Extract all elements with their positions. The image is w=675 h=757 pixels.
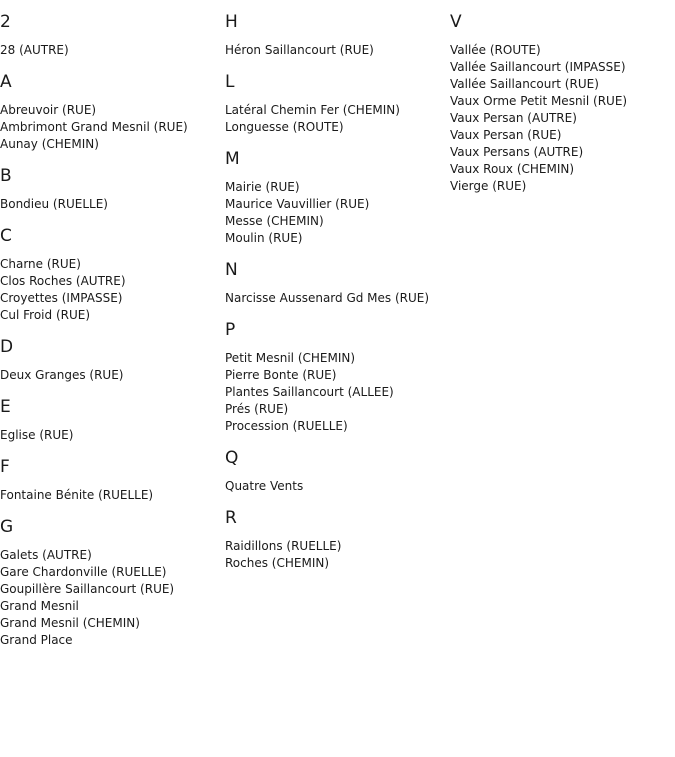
letter-group: [0, 457, 225, 504]
letter-heading: V: [450, 12, 462, 32]
street-link[interactable]: Narcisse Aussenard Gd Mes (RUE): [225, 291, 430, 305]
street-list-item: [225, 179, 450, 196]
street-list-item: [225, 42, 450, 59]
letter-group: [0, 72, 225, 153]
street-list-item: [225, 213, 450, 230]
street-link[interactable]: Clos Roches (AUTRE): [0, 274, 126, 288]
street-link[interactable]: Messe (CHEMIN): [225, 214, 324, 228]
street-link[interactable]: Fontaine Bénite (RUELLE): [0, 488, 154, 502]
letter-group: [225, 260, 450, 307]
letter-group: [225, 12, 450, 59]
street-link[interactable]: Croyettes (IMPASSE): [0, 291, 123, 305]
street-list: [0, 256, 225, 324]
street-list-item: [0, 427, 225, 444]
street-list-item: [225, 196, 450, 213]
street-link[interactable]: Grand Mesnil: [0, 599, 79, 613]
letter-group: [0, 517, 225, 649]
street-list-item: [450, 59, 675, 76]
street-link[interactable]: Maurice Vauvillier (RUE): [225, 197, 370, 211]
street-list-item: [0, 119, 225, 136]
letter-heading: H: [225, 12, 238, 32]
street-list-item: [225, 478, 450, 495]
street-link[interactable]: Moulin (RUE): [225, 231, 303, 245]
street-link[interactable]: Vierge (RUE): [450, 179, 527, 193]
letter-heading: 2: [0, 12, 11, 32]
street-list: [0, 102, 225, 153]
street-link[interactable]: Bondieu (RUELLE): [0, 197, 108, 211]
street-link[interactable]: Vaux Persan (AUTRE): [450, 111, 577, 125]
street-link[interactable]: Abreuvoir (RUE): [0, 103, 97, 117]
street-link[interactable]: Plantes Saillancourt (ALLEE): [225, 385, 394, 399]
street-list-item: [225, 555, 450, 572]
street-list-item: [450, 76, 675, 93]
street-list-item: [450, 42, 675, 59]
street-link[interactable]: Cul Froid (RUE): [0, 308, 91, 322]
letter-heading: D: [0, 337, 14, 357]
street-list-item: [450, 144, 675, 161]
street-link[interactable]: Latéral Chemin Fer (CHEMIN): [225, 103, 400, 117]
index-column: [0, 12, 225, 662]
street-link[interactable]: Prés (RUE): [225, 402, 289, 416]
street-list-item: [0, 564, 225, 581]
street-list-item: [225, 418, 450, 435]
street-link[interactable]: Roches (CHEMIN): [225, 556, 330, 570]
letter-heading: E: [0, 397, 11, 417]
index-column: [450, 12, 675, 208]
letter-group: [0, 12, 225, 59]
street-list-item: [0, 581, 225, 598]
letter-heading: R: [225, 508, 237, 528]
street-list: [225, 102, 450, 136]
street-link[interactable]: Galets (AUTRE): [0, 548, 92, 562]
street-list-item: [0, 136, 225, 153]
letter-heading: Q: [225, 448, 239, 468]
letter-group: [225, 508, 450, 572]
street-link[interactable]: Mairie (RUE): [225, 180, 300, 194]
street-list-item: [450, 127, 675, 144]
street-list-item: [0, 367, 225, 384]
letter-heading: B: [0, 166, 12, 186]
street-link[interactable]: Grand Mesnil (CHEMIN): [0, 616, 140, 630]
street-list-item: [450, 110, 675, 127]
street-link[interactable]: Charne (RUE): [0, 257, 81, 271]
street-list-item: [225, 538, 450, 555]
street-link[interactable]: Raidillons (RUELLE): [225, 539, 342, 553]
street-list-item: [0, 598, 225, 615]
street-list-item: [450, 178, 675, 195]
street-list-item: [0, 487, 225, 504]
street-list: [225, 290, 450, 307]
letter-heading: M: [225, 149, 240, 169]
street-link[interactable]: Procession (RUELLE): [225, 419, 348, 433]
street-link[interactable]: Vaux Persans (AUTRE): [450, 145, 584, 159]
street-list-item: [0, 632, 225, 649]
street-list-item: [0, 307, 225, 324]
street-list-item: [0, 615, 225, 632]
street-list: [225, 42, 450, 59]
letter-heading: P: [225, 320, 236, 340]
street-list-item: [225, 290, 450, 307]
street-list-item: [225, 367, 450, 384]
street-list-item: [0, 273, 225, 290]
street-link[interactable]: Vallée Saillancourt (RUE): [450, 77, 599, 91]
street-link[interactable]: Longuesse (ROUTE): [225, 120, 344, 134]
street-list-item: [225, 384, 450, 401]
street-list: [0, 427, 225, 444]
street-list: [0, 547, 225, 649]
street-link[interactable]: Vaux Orme Petit Mesnil (RUE): [450, 94, 628, 108]
letter-group: [225, 448, 450, 495]
street-list: [225, 478, 450, 495]
street-list-item: [0, 196, 225, 213]
street-link[interactable]: Petit Mesnil (CHEMIN): [225, 351, 356, 365]
street-link[interactable]: Pierre Bonte (RUE): [225, 368, 337, 382]
street-list-item: [225, 350, 450, 367]
street-link[interactable]: Deux Granges (RUE): [0, 368, 124, 382]
street-link[interactable]: Grand Place: [0, 633, 73, 647]
street-link[interactable]: Quatre Vents: [225, 479, 304, 493]
letter-group: [0, 226, 225, 324]
street-list: [225, 538, 450, 572]
street-list-item: [450, 161, 675, 178]
street-list: [225, 350, 450, 435]
street-list: [0, 42, 225, 59]
street-list-item: [0, 42, 225, 59]
street-link[interactable]: Goupillère Saillancourt (RUE): [0, 582, 175, 596]
street-list: [225, 179, 450, 247]
letter-group: [225, 320, 450, 435]
street-link[interactable]: Vallée (ROUTE): [450, 43, 541, 57]
street-link[interactable]: Vaux Persan (RUE): [450, 128, 562, 142]
letter-heading: G: [0, 517, 14, 537]
street-link[interactable]: Eglise (RUE): [0, 428, 74, 442]
letter-group: [225, 149, 450, 247]
street-list-item: [225, 401, 450, 418]
street-list-item: [450, 93, 675, 110]
street-list: [0, 367, 225, 384]
street-link[interactable]: Aunay (CHEMIN): [0, 137, 99, 151]
index-column: [225, 12, 450, 585]
street-list: [0, 487, 225, 504]
street-list-item: [225, 230, 450, 247]
letter-group: [0, 337, 225, 384]
street-link[interactable]: Héron Saillancourt (RUE): [225, 43, 374, 57]
street-list-item: [225, 119, 450, 136]
letter-heading: L: [225, 72, 235, 92]
street-link[interactable]: Ambrimont Grand Mesnil (RUE): [0, 120, 188, 134]
street-list-item: [0, 290, 225, 307]
street-link[interactable]: Vallée Saillancourt (IMPASSE): [450, 60, 626, 74]
letter-heading: A: [0, 72, 12, 92]
street-link[interactable]: Vaux Roux (CHEMIN): [450, 162, 575, 176]
street-list: [450, 42, 675, 195]
street-link[interactable]: 28 (AUTRE): [0, 43, 69, 57]
street-link[interactable]: Gare Chardonville (RUELLE): [0, 565, 167, 579]
letter-group: [0, 166, 225, 213]
street-list-item: [0, 102, 225, 119]
street-list-item: [0, 547, 225, 564]
letter-heading: C: [0, 226, 12, 246]
street-list: [0, 196, 225, 213]
letter-heading: N: [225, 260, 238, 280]
letter-heading: F: [0, 457, 10, 477]
street-list-item: [0, 256, 225, 273]
letter-group: [225, 72, 450, 136]
letter-group: [0, 397, 225, 444]
letter-group: [450, 12, 675, 195]
street-list-item: [225, 102, 450, 119]
